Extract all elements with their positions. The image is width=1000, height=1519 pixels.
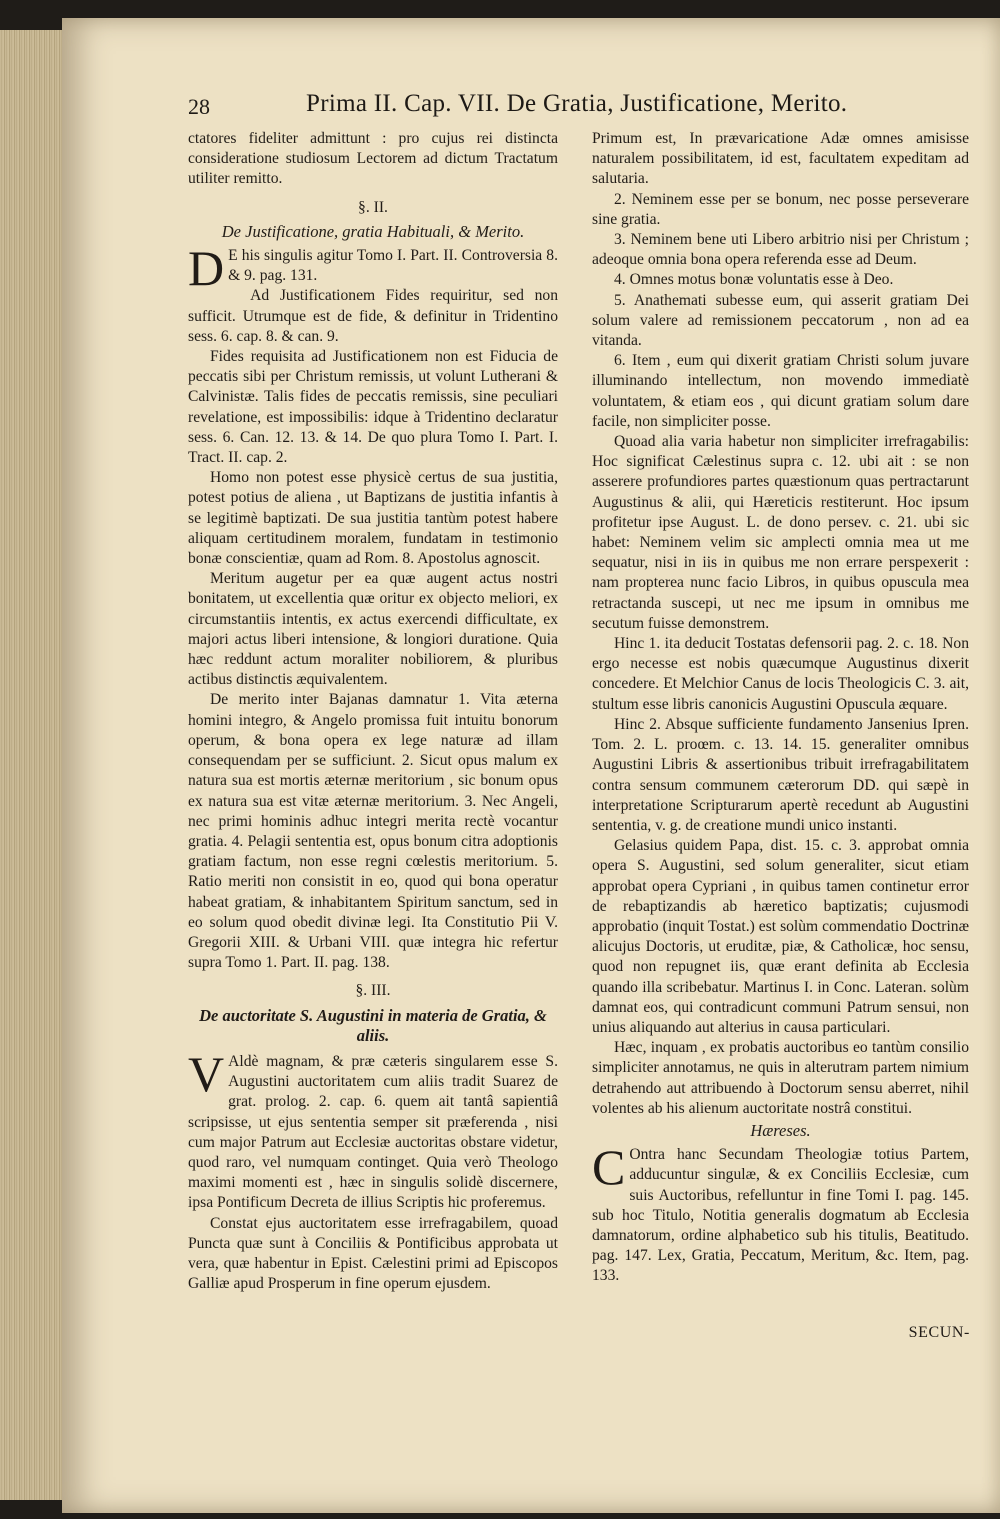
paragraph: ctatores fideliter admittunt : pro cujus rei distincta consideratione studiosum Lectorem ad dictum Tractatum utiliter remitto. [188, 130, 558, 188]
paragraph [188, 1045, 558, 1214]
paragraph: Constat ejus auctoritatem esse irrefragabilem, quoad Puncta quæ sunt à Conciliis & Pontificibus approbata ut vera, quæ habentur in Epist. Cælestini primi ad Episcopos Galliæ apud Prosperum in fine operum ejusdem. [188, 1214, 558, 1293]
section-number: §. III. [355, 982, 391, 1000]
left-column [188, 129, 558, 1294]
paragraph: 2. Neminem esse per se bonum, nec posse perseverare sine gratia. [592, 190, 969, 228]
paragraph-text: E his singulis agitur Tomo I. Part. II. Controversia 8. & 9. pag. 131. [228, 247, 558, 285]
paragraph: Ad Justificationem Fides requiritur, sed non sufficit. Utrumque est de fide, & definitur in Tridentino sess. 6. cap. 8. & can. 9. [188, 287, 558, 345]
paragraph: Gelasius quidem Papa, dist. 15. c. 3. approbat omnia opera S. Augustini, sed solum generaliter, sicut etiam approbat opera Cypriani , in quibus tamen continetur error de rebaptizandis ab hæretico baptizatis; cujusmodi approbatio (inquit Tostat.) est solùm commendatio Doctrinæ alicujus Doctoris, ut eruditæ, piæ, & Catholicæ, hoc sensu, quod non repugnet iis, quæ erant definita ab Ecclesia quando illa scribebatur. Martinus I. in Conc. Lateran. solùm damnat eos, qui contradicunt communi Patrum sensui, non unius aliquando aut alterius in causa particulari. [592, 837, 969, 1036]
paragraph: 6. Item , eum qui dixerit gratiam Christi solum juvare illuminando intellectum, non movendo immediatè voluntatem, & etiam eos , qui dicunt gratiam solum dare facile, non simpliciter posse. [592, 352, 969, 430]
paragraph: Homo non potest esse physicè certus de sua justitia, potest potius de aliena , ut Baptizans de justitia infantis à se legitimè baptizati. De sua justitia tantùm potest habere aliquam certitudinem moralem, fundatam in testimonio bonæ conscientiæ, quam ad Rom. 8. Apostolus agnoscit. [188, 469, 558, 568]
drop-cap: D [188, 240, 225, 297]
running-title: Prima II. Cap. VII. De Gratia, Justificatione, Merito. [306, 90, 848, 117]
paragraph: Primum est, In prævaricatione Adæ omnes amisisse naturalem possibilitatem, id est, facultatem expeditam ad salutaria. [592, 130, 969, 188]
paragraph [592, 1139, 969, 1286]
paragraph: 3. Neminem bene uti Libero arbitrio nisi per Christum ; adeoque omnia bona opera referenda esse ad Deum. [592, 231, 969, 269]
right-column [592, 129, 969, 1287]
section-heading: De Justificatione, gratia Habituali, & Merito. [221, 221, 525, 241]
page-number: 28 [188, 94, 210, 119]
paragraph-text: Ontra hanc Secundam Theologiæ totius Partem, adducuntur singulæ, & ex Conciliis Ecclesiæ, cum suis Auctoribus, refelluntur in fine Tomi I. pag. 145. sub hoc Titulo, Notitia generalis dogmatum ab Ecclesia damnatorum, ordine alphabetico sub his titulis, Beatitudo. pag. 147. Lex, Gratia, Peccatum, Meritum, &c. Item, pag. 133. [592, 1146, 969, 1285]
section-number: §. II. [358, 198, 388, 216]
paragraph: Quoad alia varia habetur non simpliciter irrefragabilis: Hoc significat Cælestinus supra c. 12. ubi ait : se non asserere profundiores partes quæstionum quas pertractarunt Augustinus & alii, qui Hæreticis restiterunt. Hoc ipsum profitetur ipse August. L. de dono persev. c. 21. ubi sic habet: Neminem velim sic amplecti omnia mea ut me sequatur, nisi in iis in quibus me non errare perspexerit : nam propterea nunc facio Libros, in quibus opuscula mea retractanda suscepi, ut nec me ipsum in omnibus me secutum fuisse demonstrem. [592, 433, 969, 632]
drop-cap: C [592, 1139, 626, 1196]
catchword: SECUN- [908, 1324, 970, 1341]
paragraph: Meritum augetur per ea quæ augent actus nostri bonitatem, ut excellentia quæ oritur ex objecto meliori, ex circumstantiis intentis, ex actus exercendi difficultate, ex majori actus liberi intensione, & longiori duratione. Quia hæc reddunt actum moraliter nobiliorem, & pluribus actibus distinctis æquivalentem. [188, 570, 558, 689]
paragraph: 4. Omnes motus bonæ voluntatis esse à Deo. [614, 271, 894, 289]
page-edges [0, 30, 70, 1500]
paragraph: 5. Anathemati subesse eum, qui asserit gratiam Dei solum valere ad remissionem peccatorum , non ad ea vitanda. [592, 291, 969, 350]
paragraph [188, 240, 558, 297]
paragraph: Hinc 1. ita deducit Tostatas defensorii pag. 2. c. 18. Non ergo necesse est nobis quæcumque Augustinus dixerit concedere. Et Melchior Canus de locis Theologicis C. 3. ait, stultum esse libris canonicis Augustini Opuscula æquare. [592, 635, 969, 713]
paragraph: Fides requisita ad Justificationem non est Fiducia de peccatis sibi per Christum remissis, ut volunt Lutherani & Calvinistæ. Talis fides de peccatis remissis, sine peculiari revelatione, est impossibilis: idque à Tridentino declaratur sess. 6. Can. 12. 13. & 14. De quo plura Tomo I. Part. I. Tract. II. cap. 2. [188, 348, 558, 467]
paragraph: Hæc, inquam , ex probatis auctoribus eo tantùm consilio simpliciter annotamus, ne quis in alterutram partem nimium detrahendo aut attribuendo à Doctorum sensu aberret, nihil volentes ab his alienum auctoritate nostrâ constitui. [592, 1039, 969, 1117]
section-heading: Hæreses. [750, 1120, 811, 1140]
drop-cap: V [188, 1045, 225, 1102]
paragraph-text: Aldè magnam, & præ cæteris singularem esse S. Augustini auctoritatem cum aliis tradit Suarez de grat. prolog. 2. cap. 6. quem ait tantâ sapientiâ scripsisse, ut ejus sententia semper sit præferenda , nisi cum major Patrum aut Ecclesiæ auctoritas obstare videtur, quod raro, vel numquam continget. Quia verò Theologo maximi momenti est , hæc in singulis solidè discernere, ipsa Pontificum Decreta de illius Scriptis hic proferemus. [188, 1052, 558, 1212]
paragraph: De merito inter Bajanas damnatur 1. Vita æterna homini integro, & Angelo promissa fuit intuitu bonorum operum, & bona opera ex lege naturæ ad illam consequendam per se sufficiunt. 2. Sicut opus malum ex natura sua est mortis æternæ meritorium , sic bonum opus ex natura sua est vitæ æternæ meritorium. 3. Nec Angeli, nec primi hominis adhuc integri merita rectè vocantur gratia. 4. Pelagii sententia est, opus bonum citra adoptionis gratiam factum, non esse regni cœlestis meritorium. 5. Ratio meriti non consistit in eo, quod qui bona operatur habeat gratiam, & inhabitantem Spiritum sanctum, sed in eo solum quod obedit divinæ legi. Ita Constitutio Pii V. Gregorii XIII. & Urbani VIII. quæ integra hic refertur supra Tomo 1. Part. II. pag. 138. [188, 691, 558, 972]
section-heading: De auctoritate S. Augustini in materia de Gratia, & aliis. [199, 1005, 547, 1045]
paragraph: Hinc 2. Absque sufficiente fundamento Jansenius Ipren. Tom. 2. L. proœm. c. 13. 14. 15. generaliter omnibus Augustini Libris & assertionibus tribuit irrefragabilitatem contra sensum communem cæterorum DD. qui sæpè in interpretatione Scripturarum apertè recedunt ab Augustini sententia, v. g. de creatione mundi unico instanti. [592, 715, 969, 834]
